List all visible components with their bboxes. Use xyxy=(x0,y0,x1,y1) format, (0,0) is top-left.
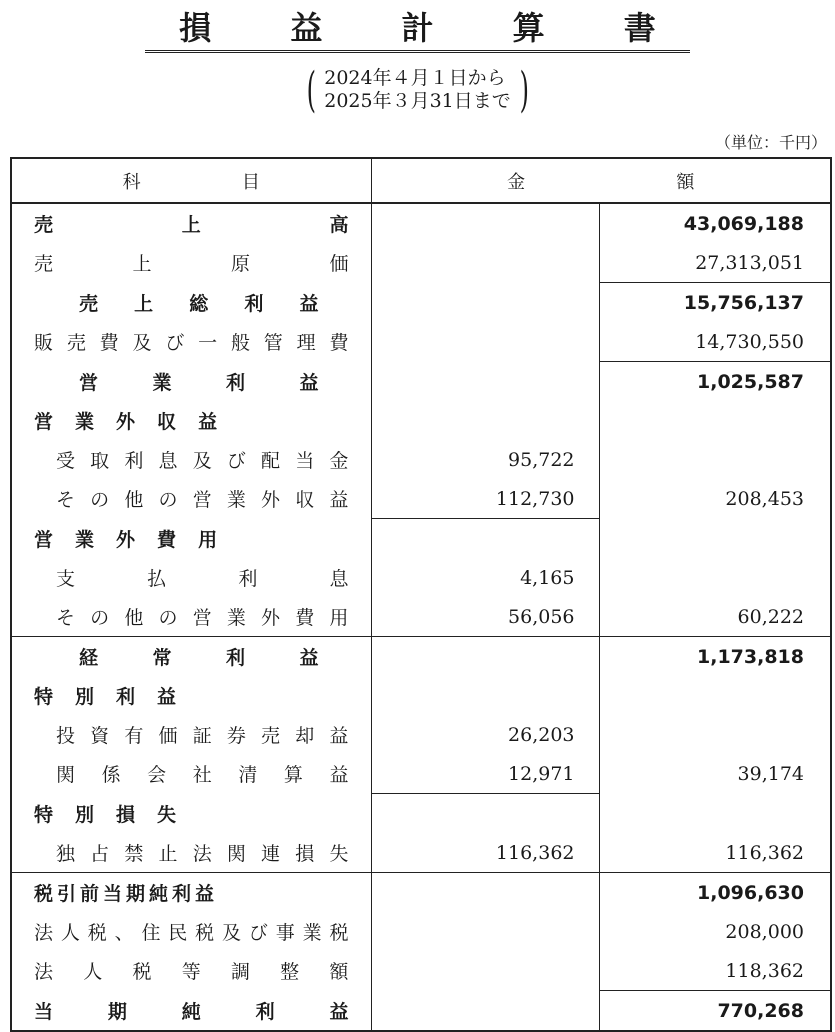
table-row xyxy=(11,479,831,519)
table-row xyxy=(11,676,831,715)
row-amount-total: 208,453 xyxy=(599,479,831,519)
row-amount-total: 1,173,818 xyxy=(599,637,831,677)
row-amount-total: 43,069,188 xyxy=(599,203,831,243)
table-row xyxy=(11,322,831,362)
table-row xyxy=(11,203,831,243)
row-label xyxy=(11,951,371,991)
row-label xyxy=(11,243,371,283)
row-label xyxy=(11,362,371,402)
row-amount-detail xyxy=(371,203,599,243)
row-amount-detail: 95,722 xyxy=(371,440,599,479)
row-label xyxy=(11,401,371,440)
table-row xyxy=(11,401,831,440)
row-amount-total: 27,313,051 xyxy=(599,243,831,283)
income-statement-table xyxy=(10,157,832,1032)
row-amount-total: 1,096,630 xyxy=(599,873,831,913)
table-row xyxy=(11,833,831,873)
row-amount-total: 770,268 xyxy=(599,991,831,1032)
row-amount-total xyxy=(599,440,831,479)
row-amount-total: 1,025,587 xyxy=(599,362,831,402)
table-row xyxy=(11,912,831,951)
period-from: 2024年４月１日から xyxy=(324,67,506,89)
row-amount-detail xyxy=(371,322,599,362)
row-amount-total: 15,756,137 xyxy=(599,283,831,323)
row-label-text: 税引前当期純利益 xyxy=(34,883,219,905)
row-label-text: 特 別 利 益 xyxy=(34,686,177,708)
row-amount-detail: 26,203 xyxy=(371,715,599,754)
table-row xyxy=(11,558,831,597)
row-label xyxy=(11,440,371,479)
row-amount-total: 116,362 xyxy=(599,833,831,873)
row-amount-detail xyxy=(371,794,599,834)
table-row xyxy=(11,283,831,323)
row-amount-detail xyxy=(371,991,599,1032)
document-title xyxy=(0,8,835,53)
period-to: 2025年３月31日まで xyxy=(324,90,511,112)
row-label xyxy=(11,203,371,243)
table-row xyxy=(11,519,831,559)
row-label xyxy=(11,754,371,794)
row-label xyxy=(11,873,371,913)
row-label-text: そ の 他 の 営 業 外 費 用 xyxy=(56,607,349,629)
row-amount-detail xyxy=(371,362,599,402)
row-amount-total xyxy=(599,715,831,754)
row-amount-detail xyxy=(371,951,599,991)
row-amount-detail: 4,165 xyxy=(371,558,599,597)
row-amount-detail: 116,362 xyxy=(371,833,599,873)
row-amount-total: 118,362 xyxy=(599,951,831,991)
row-label-text: 法 人 税 等 調 整 額 xyxy=(34,961,349,984)
table-row xyxy=(11,597,831,637)
row-amount-total: 208,000 xyxy=(599,912,831,951)
row-amount-detail xyxy=(371,912,599,951)
row-label-text: 支 払 利 息 xyxy=(56,568,349,590)
row-amount-total xyxy=(599,558,831,597)
title-text: 損 益 計 算 書 xyxy=(145,8,690,53)
row-amount-total: 60,222 xyxy=(599,597,831,637)
row-label-text: 営 業 外 収 益 xyxy=(34,411,218,433)
row-label-text: 売 上 原 価 xyxy=(34,253,349,276)
table-row xyxy=(11,794,831,834)
row-label xyxy=(11,715,371,754)
row-amount-detail xyxy=(371,637,599,677)
row-amount-detail xyxy=(371,283,599,323)
row-label-text: 営 業 外 費 用 xyxy=(34,528,218,551)
header-label: 金 額 xyxy=(507,171,695,193)
row-label-text: 販 売 費 及 び 一 般 管 理 費 xyxy=(34,332,349,355)
table-row xyxy=(11,243,831,283)
row-label xyxy=(11,519,371,559)
row-label xyxy=(11,912,371,951)
row-label xyxy=(11,322,371,362)
row-label-text: 法 人 税 、 住 民 税 及 び 事 業 税 xyxy=(34,922,349,944)
row-label-text: 経 常 利 益 xyxy=(79,647,319,669)
header-label: 科 目 xyxy=(122,171,260,193)
table-row xyxy=(11,637,831,677)
table-row xyxy=(11,991,831,1032)
table-row xyxy=(11,715,831,754)
row-amount-detail xyxy=(371,873,599,913)
row-label-text: 投 資 有 価 証 券 売 却 益 xyxy=(56,725,349,747)
row-label xyxy=(11,558,371,597)
row-amount-detail: 56,056 xyxy=(371,597,599,637)
row-amount-detail xyxy=(371,519,599,559)
table-row xyxy=(11,440,831,479)
row-label xyxy=(11,991,371,1032)
row-amount-total: 14,730,550 xyxy=(599,322,831,362)
row-amount-detail xyxy=(371,676,599,715)
row-amount-total xyxy=(599,401,831,440)
row-label-text: 特 別 損 失 xyxy=(34,803,177,826)
row-label-text: 独 占 禁 止 法 関 連 損 失 xyxy=(56,843,349,865)
row-label xyxy=(11,833,371,873)
row-label xyxy=(11,597,371,637)
row-amount-total xyxy=(599,519,831,559)
row-amount-total: 39,174 xyxy=(599,754,831,794)
row-label-text: 売 上 高 xyxy=(34,214,349,236)
row-label xyxy=(11,283,371,323)
row-label-text: 関 係 会 社 清 算 益 xyxy=(56,764,349,787)
row-label-text: 営 業 利 益 xyxy=(79,371,319,394)
row-label-text: 当 期 純 利 益 xyxy=(34,1000,349,1023)
fiscal-period: ( 2024年４月１日から 2025年３月31日まで ) xyxy=(306,62,529,118)
row-label-text: そ の 他 の 営 業 外 収 益 xyxy=(56,489,349,512)
row-amount-total xyxy=(599,794,831,834)
row-label xyxy=(11,794,371,834)
table-row xyxy=(11,362,831,402)
row-amount-detail xyxy=(371,401,599,440)
row-amount-detail: 12,971 xyxy=(371,754,599,794)
row-label xyxy=(11,637,371,677)
table-row xyxy=(11,873,831,913)
row-label-text: 売 上 総 利 益 xyxy=(79,292,319,315)
header-subject xyxy=(11,158,371,203)
row-amount-detail xyxy=(371,243,599,283)
row-amount-total xyxy=(599,676,831,715)
header-row xyxy=(11,158,831,203)
table-row xyxy=(11,951,831,991)
row-label xyxy=(11,676,371,715)
header-amount xyxy=(371,158,831,203)
row-label-text: 受 取 利 息 及 び 配 当 金 xyxy=(56,450,349,472)
row-amount-detail: 112,730 xyxy=(371,479,599,519)
unit-label: （単位：千円） xyxy=(714,133,827,152)
table-row xyxy=(11,754,831,794)
row-label xyxy=(11,479,371,519)
